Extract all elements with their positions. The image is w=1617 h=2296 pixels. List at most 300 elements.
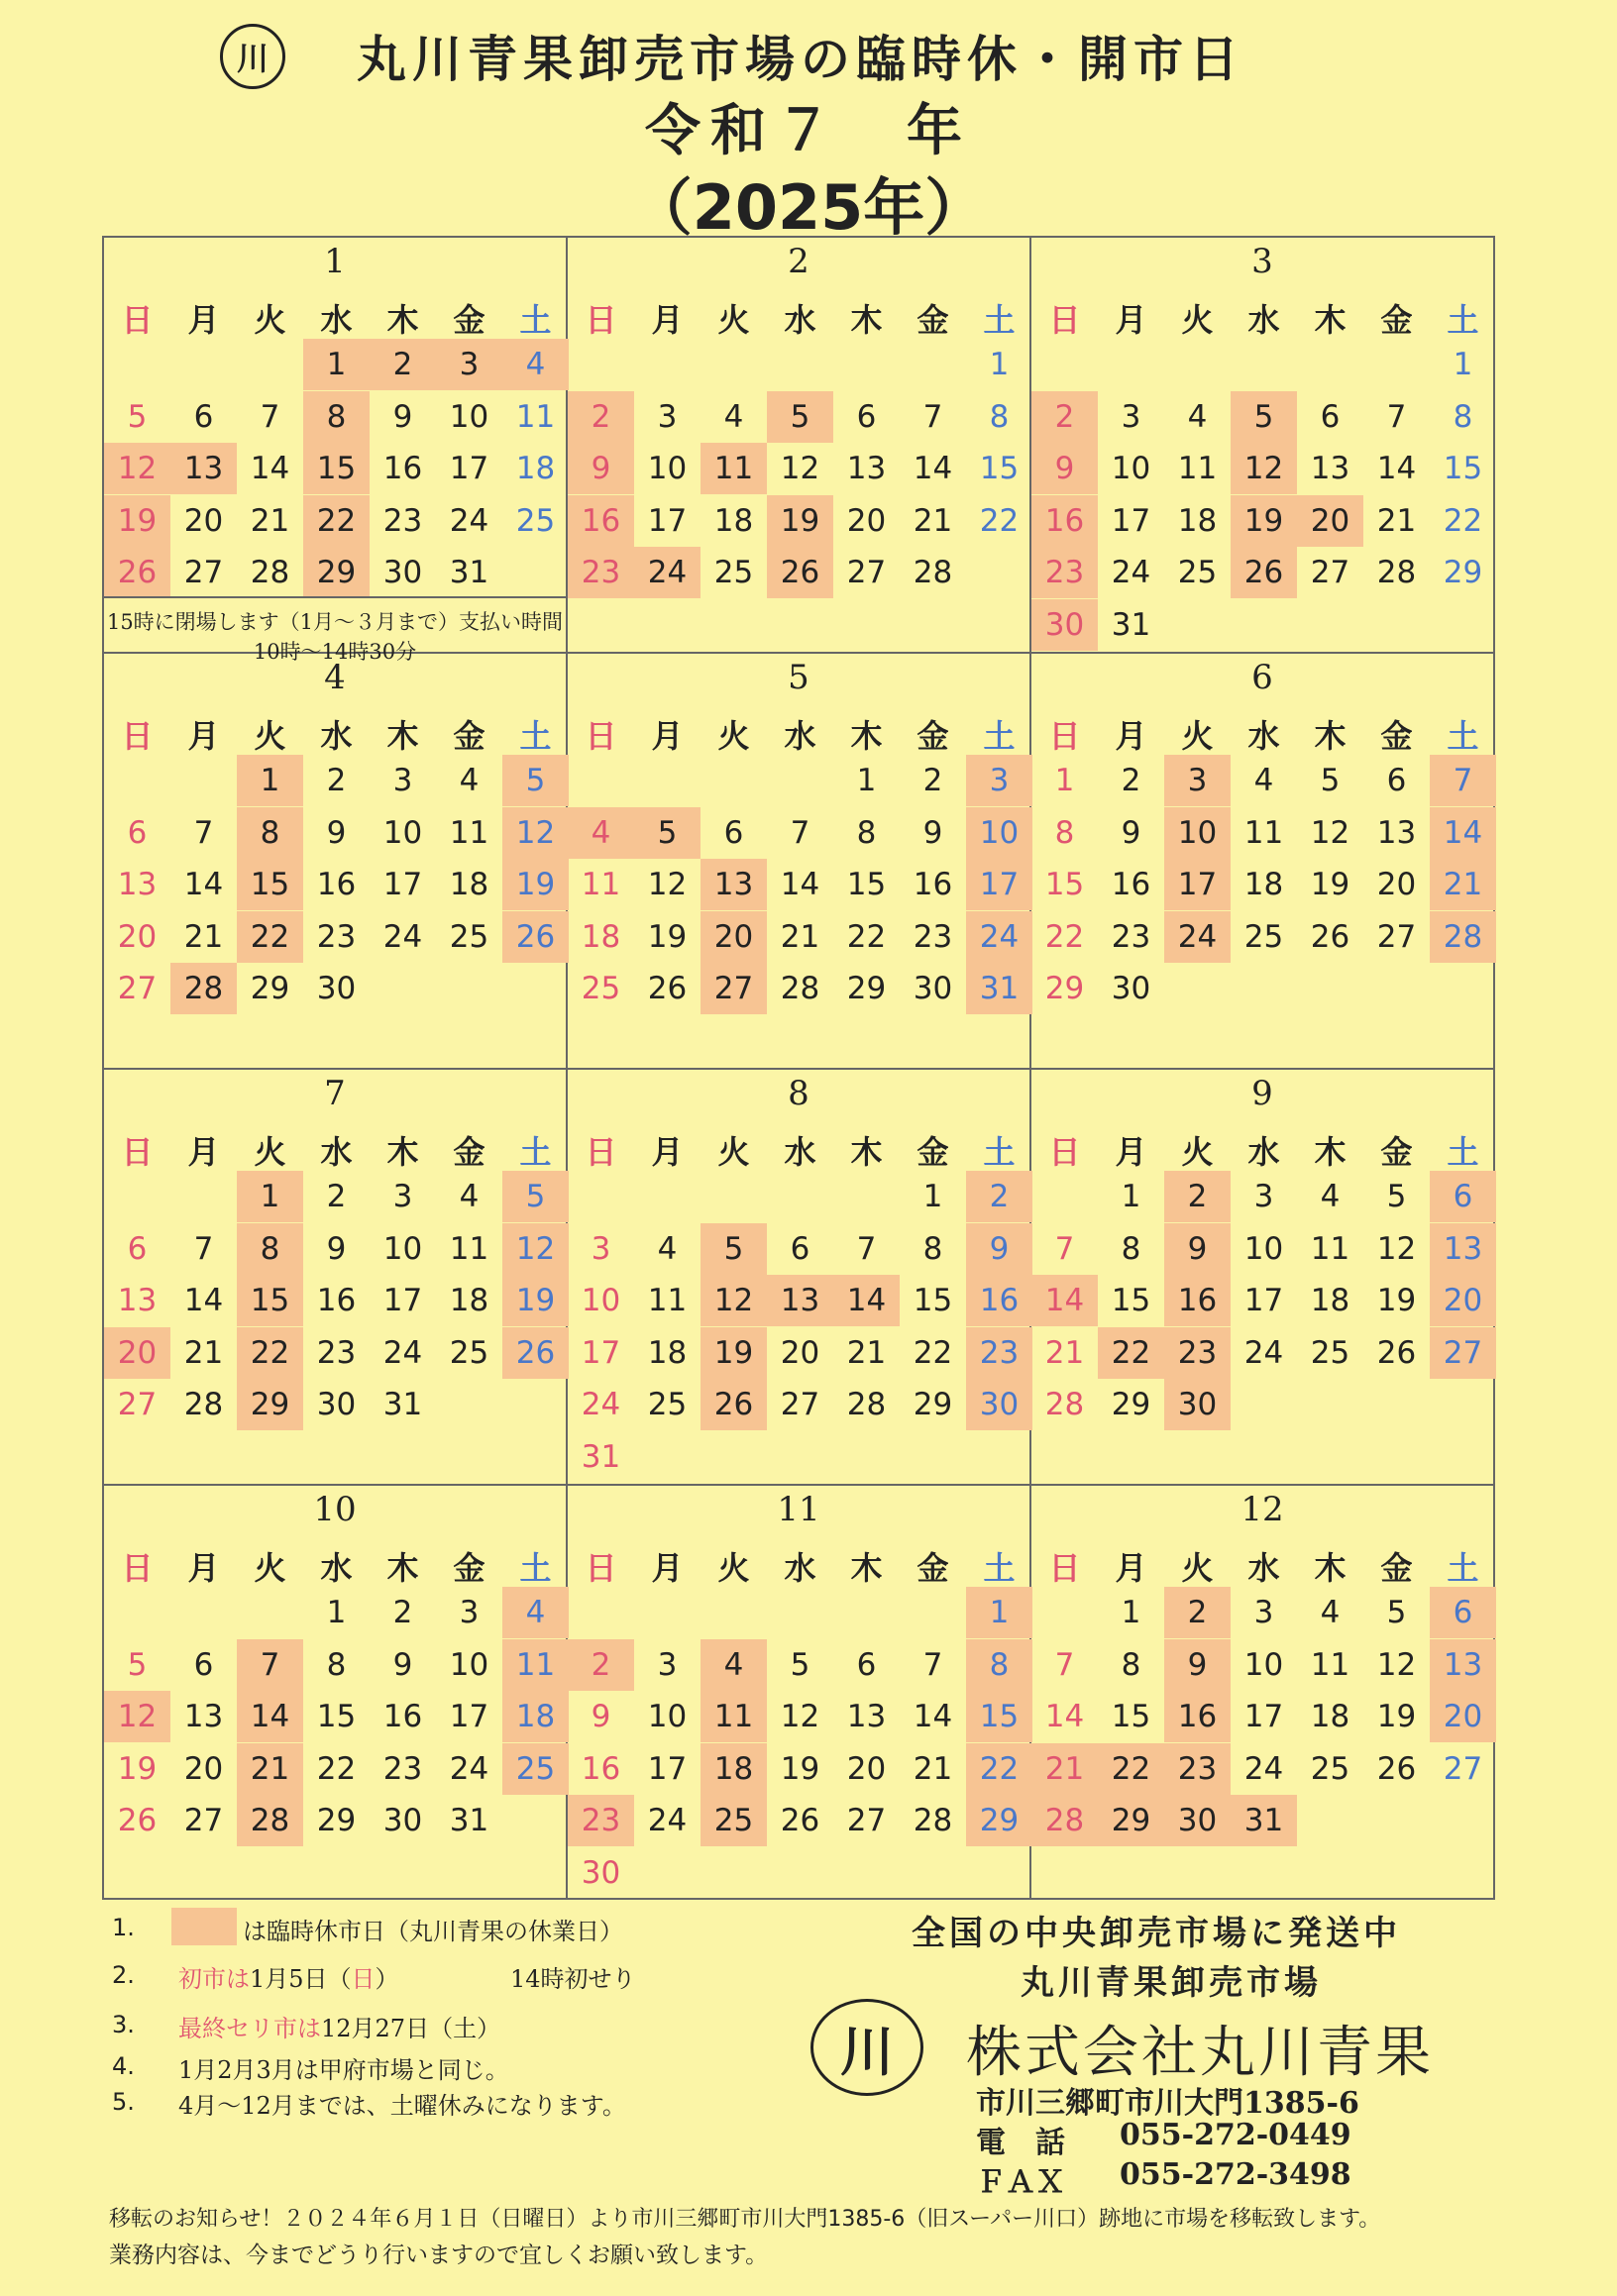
day-cell: 23 xyxy=(1111,918,1151,955)
day-cell: 10 xyxy=(1243,1230,1284,1267)
day-cell: 23 xyxy=(382,502,423,539)
day-cell: 6 xyxy=(1386,763,1407,798)
western-year: （2025年） xyxy=(630,171,987,244)
day-cell: 16 xyxy=(1031,495,1098,547)
day-cell: 23 xyxy=(382,1750,423,1787)
day-cell: 11 xyxy=(515,398,556,435)
day-cell: 21 xyxy=(913,502,953,539)
weekday-header: 土 xyxy=(519,301,552,339)
month-name: 10 xyxy=(313,1490,357,1529)
day-cell: 3 xyxy=(1253,1179,1274,1214)
day-cell: 9 xyxy=(392,1646,413,1683)
day-cell: 8 xyxy=(1121,1230,1141,1267)
day-cell: 16 xyxy=(316,867,357,902)
day-cell: 11 xyxy=(449,1230,489,1267)
weekday-header: 水 xyxy=(320,301,353,339)
day-cell: 2 xyxy=(370,339,436,390)
day-cell: 20 xyxy=(1376,867,1417,902)
weekday-header: 金 xyxy=(1380,1133,1413,1171)
day-cell: 1 xyxy=(856,763,877,798)
day-cell: 11 xyxy=(701,1691,767,1742)
company-name: 株式会社丸川青果 xyxy=(966,2021,1434,2085)
day-cell: 24 xyxy=(581,1387,621,1422)
weekday-header: 日 xyxy=(121,717,154,755)
weekday-header: 水 xyxy=(784,1133,816,1171)
weekday-header: 土 xyxy=(519,717,552,755)
weekday-header: 水 xyxy=(320,717,353,755)
day-cell: 6 xyxy=(1430,1171,1496,1222)
day-cell: 5 xyxy=(127,1646,148,1683)
day-cell: 19 xyxy=(767,495,833,547)
day-cell: 19 xyxy=(1376,1699,1417,1734)
day-cell: 11 xyxy=(647,1283,688,1318)
day-cell: 26 xyxy=(104,547,170,598)
month-name: 8 xyxy=(788,1074,809,1113)
day-cell: 20 xyxy=(846,1750,887,1787)
day-cell: 28 xyxy=(1031,1795,1098,1846)
day-cell: 9 xyxy=(1121,814,1141,851)
day-cell: 30 xyxy=(1164,1379,1231,1430)
day-cell: 18 xyxy=(449,867,489,902)
day-cell: 31 xyxy=(581,1438,621,1475)
day-cell: 6 xyxy=(1320,398,1341,435)
day-cell: 15 xyxy=(966,1691,1032,1742)
day-cell: 10 xyxy=(647,1699,688,1734)
day-cell: 3 xyxy=(966,755,1032,806)
day-cell: 3 xyxy=(657,1646,678,1683)
day-cell: 8 xyxy=(922,1230,943,1267)
day-cell: 10 xyxy=(1164,807,1231,859)
month-name: 4 xyxy=(324,658,346,697)
day-cell: 20 xyxy=(780,1334,820,1371)
day-cell: 21 xyxy=(1031,1743,1098,1795)
day-cell: 12 xyxy=(1376,1646,1417,1683)
day-cell: 26 xyxy=(767,547,833,598)
day-cell: 3 xyxy=(459,1595,480,1630)
day-cell: 24 xyxy=(647,1803,688,1838)
day-cell: 24 xyxy=(1243,1334,1284,1371)
weekday-header: 木 xyxy=(1314,1133,1347,1171)
weekday-header: 月 xyxy=(651,1549,684,1587)
weekday-header: 土 xyxy=(1447,1133,1479,1171)
day-cell: 2 xyxy=(966,1171,1032,1222)
day-cell: 5 xyxy=(502,755,569,806)
day-cell: 2 xyxy=(568,1639,634,1691)
day-cell: 30 xyxy=(913,971,953,1006)
day-cell: 1 xyxy=(326,1595,347,1630)
day-cell: 14 xyxy=(833,1275,900,1326)
day-cell: 26 xyxy=(1231,547,1297,598)
day-cell: 18 xyxy=(502,1691,569,1742)
day-cell: 22 xyxy=(846,918,887,955)
day-cell: 3 xyxy=(657,398,678,435)
day-cell: 19 xyxy=(502,1275,569,1326)
day-cell: 7 xyxy=(922,398,943,435)
day-cell: 24 xyxy=(634,547,701,598)
day-cell: 23 xyxy=(316,918,357,955)
day-cell: 14 xyxy=(183,867,224,902)
weekday-header: 日 xyxy=(1048,1133,1081,1171)
weekday-header: 土 xyxy=(1447,1549,1479,1587)
day-cell: 26 xyxy=(647,971,688,1006)
day-cell: 29 xyxy=(846,971,887,1006)
day-cell: 21 xyxy=(780,918,820,955)
day-cell: 7 xyxy=(1430,755,1496,806)
day-cell: 11 xyxy=(581,867,621,902)
weekday-header: 日 xyxy=(121,1549,154,1587)
weekday-header: 木 xyxy=(850,301,883,339)
day-cell: 14 xyxy=(780,867,820,902)
legend-item-4: 1月2月3月は甲府市場と同じ。 xyxy=(178,2056,509,2084)
day-cell: 19 xyxy=(1310,867,1350,902)
day-cell: 3 xyxy=(591,1230,611,1267)
legend-number: 4. xyxy=(112,2052,135,2080)
legend-item-1: は臨時休市日（丸川青果の休業日） xyxy=(243,1918,623,1945)
day-cell: 22 xyxy=(966,1743,1032,1795)
day-cell: 23 xyxy=(1164,1327,1231,1379)
month-11 xyxy=(568,1486,1031,1898)
weekday-header: 火 xyxy=(254,301,286,339)
day-cell: 20 xyxy=(846,502,887,539)
day-cell: 17 xyxy=(1164,859,1231,910)
month-name: 2 xyxy=(788,242,809,281)
day-cell: 10 xyxy=(1243,1646,1284,1683)
day-cell: 30 xyxy=(316,1387,357,1422)
day-cell: 30 xyxy=(581,1854,621,1891)
day-cell: 25 xyxy=(701,1795,767,1846)
day-cell: 15 xyxy=(237,1275,303,1326)
day-cell: 18 xyxy=(515,451,556,486)
day-cell: 12 xyxy=(104,443,170,494)
day-cell: 2 xyxy=(392,1595,413,1630)
day-cell: 15 xyxy=(1443,451,1483,486)
day-cell: 12 xyxy=(502,807,569,859)
day-cell: 19 xyxy=(1231,495,1297,547)
day-cell: 10 xyxy=(382,814,423,851)
day-cell: 12 xyxy=(780,1699,820,1734)
day-cell: 19 xyxy=(701,1327,767,1379)
day-cell: 4 xyxy=(723,398,744,435)
day-cell: 13 xyxy=(170,443,237,494)
day-cell: 28 xyxy=(913,555,953,590)
day-cell: 25 xyxy=(449,918,489,955)
day-cell: 17 xyxy=(1111,502,1151,539)
day-cell: 1 xyxy=(1054,763,1075,798)
day-cell: 24 xyxy=(382,1334,423,1371)
weekday-header: 月 xyxy=(1115,1133,1147,1171)
tel-number: 055-272-0449 xyxy=(1120,2118,1351,2152)
day-cell: 15 xyxy=(316,1699,357,1734)
day-cell: 24 xyxy=(966,911,1032,963)
day-cell: 18 xyxy=(1177,502,1218,539)
day-cell: 5 xyxy=(1320,763,1341,798)
day-cell: 27 xyxy=(117,971,158,1006)
weekday-header: 土 xyxy=(1447,717,1479,755)
day-cell: 4 xyxy=(502,1587,569,1638)
day-cell: 25 xyxy=(502,1743,569,1795)
day-cell: 23 xyxy=(913,918,953,955)
day-cell: 8 xyxy=(1121,1646,1141,1683)
day-cell: 26 xyxy=(701,1379,767,1430)
day-cell: 10 xyxy=(647,451,688,486)
day-cell: 19 xyxy=(780,1750,820,1787)
day-cell: 17 xyxy=(1243,1283,1284,1318)
day-cell: 13 xyxy=(1376,814,1417,851)
day-cell: 13 xyxy=(117,867,158,902)
day-cell: 29 xyxy=(913,1387,953,1422)
day-cell: 29 xyxy=(237,1379,303,1430)
day-cell: 4 xyxy=(701,1639,767,1691)
day-cell: 16 xyxy=(382,451,423,486)
weekday-header: 金 xyxy=(453,717,485,755)
weekday-header: 水 xyxy=(784,1549,816,1587)
weekday-header: 日 xyxy=(1048,1549,1081,1587)
weekday-header: 金 xyxy=(916,301,949,339)
day-cell: 20 xyxy=(1430,1275,1496,1326)
day-cell: 2 xyxy=(568,391,634,443)
month-1 xyxy=(104,238,585,664)
day-cell: 11 xyxy=(1177,451,1218,486)
weekday-header: 土 xyxy=(519,1549,552,1587)
weekday-header: 金 xyxy=(1380,1549,1413,1587)
day-cell: 7 xyxy=(1054,1230,1075,1267)
day-cell: 29 xyxy=(250,971,290,1006)
month-10 xyxy=(104,1486,568,1898)
day-cell: 31 xyxy=(1111,606,1151,643)
day-cell: 22 xyxy=(1044,918,1085,955)
month-6 xyxy=(1031,654,1493,1070)
day-cell: 30 xyxy=(1111,971,1151,1006)
day-cell: 27 xyxy=(183,555,224,590)
weekday-header: 水 xyxy=(1247,717,1280,755)
day-cell: 6 xyxy=(723,814,744,851)
month-name: 5 xyxy=(788,658,809,697)
day-cell: 7 xyxy=(790,814,810,851)
legend-item-2: 初市は1月5日（日） xyxy=(178,1965,399,1993)
day-cell: 12 xyxy=(1310,814,1350,851)
day-cell: 24 xyxy=(1111,555,1151,590)
day-cell: 26 xyxy=(502,911,569,963)
day-cell: 13 xyxy=(846,451,887,486)
day-cell: 14 xyxy=(183,1283,224,1318)
weekday-header: 日 xyxy=(585,301,617,339)
day-cell: 21 xyxy=(237,1743,303,1795)
day-cell: 3 xyxy=(1121,398,1141,435)
day-cell: 18 xyxy=(449,1283,489,1318)
note-divider xyxy=(104,596,566,598)
day-cell: 29 xyxy=(1098,1795,1164,1846)
day-cell: 14 xyxy=(237,1691,303,1742)
day-cell: 1 xyxy=(1453,347,1473,382)
month-name: 12 xyxy=(1240,1490,1284,1529)
day-cell: 1 xyxy=(1121,1595,1141,1630)
day-cell: 5 xyxy=(790,1646,810,1683)
day-cell: 8 xyxy=(326,1646,347,1683)
weekday-header: 水 xyxy=(320,1549,353,1587)
day-cell: 12 xyxy=(1376,1230,1417,1267)
day-cell: 22 xyxy=(979,502,1020,539)
day-cell: 1 xyxy=(237,1171,303,1222)
calendar-grid xyxy=(102,236,1495,1900)
day-cell: 26 xyxy=(502,1327,569,1379)
day-cell: 16 xyxy=(1164,1275,1231,1326)
weekday-header: 日 xyxy=(1048,301,1081,339)
market-name: 丸川青果卸売市場 xyxy=(1021,1963,1322,2003)
weekday-header: 木 xyxy=(386,717,419,755)
month-3 xyxy=(1031,238,1493,654)
day-cell: 25 xyxy=(647,1387,688,1422)
legend-swatch xyxy=(171,1908,237,1945)
day-cell: 23 xyxy=(568,547,634,598)
day-cell: 8 xyxy=(237,807,303,859)
day-cell: 29 xyxy=(316,1803,357,1838)
day-cell: 17 xyxy=(382,1283,423,1318)
day-cell: 4 xyxy=(459,763,480,798)
day-cell: 6 xyxy=(790,1230,810,1267)
day-cell: 27 xyxy=(1376,918,1417,955)
fax-label: ＦＡＸ xyxy=(976,2165,1065,2200)
weekday-header: 金 xyxy=(1380,717,1413,755)
day-cell: 13 xyxy=(767,1275,833,1326)
day-cell: 19 xyxy=(1376,1283,1417,1318)
weekday-header: 木 xyxy=(386,1549,419,1587)
day-cell: 29 xyxy=(966,1795,1032,1846)
day-cell: 5 xyxy=(634,807,701,859)
day-cell: 10 xyxy=(1111,451,1151,486)
day-cell: 21 xyxy=(183,1334,224,1371)
weekday-header: 火 xyxy=(1181,301,1214,339)
day-cell: 9 xyxy=(922,814,943,851)
day-cell: 24 xyxy=(1164,911,1231,963)
day-cell: 31 xyxy=(382,1387,423,1422)
weekday-header: 火 xyxy=(254,717,286,755)
day-cell: 24 xyxy=(449,502,489,539)
day-cell: 15 xyxy=(1044,867,1085,902)
relocation-notice: 移転のお知らせ！２０２４年６月１日（日曜日）より市川三郷町市川大門1385-6（旧スーパー川口）跡地に市場を移転致します。 xyxy=(109,2207,1381,2232)
day-cell: 9 xyxy=(966,1223,1032,1275)
month-name: 11 xyxy=(777,1490,820,1529)
day-cell: 20 xyxy=(701,911,767,963)
day-cell: 17 xyxy=(1243,1699,1284,1734)
day-cell: 3 xyxy=(1253,1595,1274,1630)
day-cell: 27 xyxy=(846,1803,887,1838)
day-cell: 5 xyxy=(1386,1595,1407,1630)
company-address: 市川三郷町市川大門1385-6 xyxy=(976,2086,1359,2121)
day-cell: 21 xyxy=(250,502,290,539)
day-cell: 6 xyxy=(193,1646,214,1683)
day-cell: 2 xyxy=(1164,1171,1231,1222)
day-cell: 25 xyxy=(1310,1334,1350,1371)
day-cell: 8 xyxy=(989,398,1010,435)
day-cell: 31 xyxy=(1231,1795,1297,1846)
day-cell: 3 xyxy=(436,339,502,390)
weekday-header: 水 xyxy=(1247,1549,1280,1587)
day-cell: 6 xyxy=(856,398,877,435)
weekday-header: 金 xyxy=(916,1133,949,1171)
month-7 xyxy=(104,1070,568,1486)
day-cell: 25 xyxy=(1177,555,1218,590)
day-cell: 26 xyxy=(1376,1750,1417,1787)
day-cell: 4 xyxy=(1320,1179,1341,1214)
day-cell: 28 xyxy=(250,555,290,590)
day-cell: 10 xyxy=(449,398,489,435)
day-cell: 22 xyxy=(237,1327,303,1379)
day-cell: 22 xyxy=(303,495,370,547)
day-cell: 22 xyxy=(1098,1743,1164,1795)
weekday-header: 月 xyxy=(187,1133,220,1171)
day-cell: 8 xyxy=(856,814,877,851)
day-cell: 8 xyxy=(966,1639,1032,1691)
month-name: 9 xyxy=(1251,1074,1273,1113)
day-cell: 27 xyxy=(1443,1750,1483,1787)
day-cell: 25 xyxy=(515,502,556,539)
day-cell: 4 xyxy=(1253,763,1274,798)
fax-number: 055-272-3498 xyxy=(1120,2157,1351,2192)
business-notice: 業務内容は、今までどうり行いますので宜しくお願い致します。 xyxy=(109,2243,769,2268)
day-cell: 24 xyxy=(1243,1750,1284,1787)
day-cell: 17 xyxy=(647,1750,688,1787)
month-name: 3 xyxy=(1251,242,1273,281)
day-cell: 18 xyxy=(713,502,754,539)
day-cell: 28 xyxy=(1376,555,1417,590)
weekday-header: 火 xyxy=(717,1549,750,1587)
day-cell: 5 xyxy=(1231,391,1297,443)
day-cell: 4 xyxy=(1187,398,1208,435)
day-cell: 8 xyxy=(237,1223,303,1275)
day-cell: 27 xyxy=(780,1387,820,1422)
day-cell: 28 xyxy=(780,971,820,1006)
day-cell: 12 xyxy=(502,1223,569,1275)
weekday-header: 月 xyxy=(651,1133,684,1171)
day-cell: 4 xyxy=(502,339,569,390)
day-cell: 29 xyxy=(1111,1387,1151,1422)
day-cell: 7 xyxy=(1054,1646,1075,1683)
day-cell: 14 xyxy=(1376,451,1417,486)
weekday-header: 月 xyxy=(1115,717,1147,755)
day-cell: 19 xyxy=(647,918,688,955)
weekday-header: 木 xyxy=(1314,301,1347,339)
day-cell: 7 xyxy=(1386,398,1407,435)
weekday-header: 日 xyxy=(585,1133,617,1171)
weekday-header: 日 xyxy=(121,1133,154,1171)
day-cell: 15 xyxy=(1111,1283,1151,1318)
day-cell: 5 xyxy=(767,391,833,443)
day-cell: 20 xyxy=(183,1750,224,1787)
legend-number: 1. xyxy=(112,1914,135,1941)
day-cell: 31 xyxy=(449,555,489,590)
day-cell: 2 xyxy=(1164,1587,1231,1638)
day-cell: 14 xyxy=(1031,1275,1098,1326)
day-cell: 12 xyxy=(780,451,820,486)
day-cell: 15 xyxy=(303,443,370,494)
weekday-header: 木 xyxy=(850,717,883,755)
month-2 xyxy=(568,238,1031,654)
weekday-header: 火 xyxy=(717,301,750,339)
day-cell: 14 xyxy=(913,1699,953,1734)
day-cell: 7 xyxy=(260,398,280,435)
day-cell: 1 xyxy=(989,347,1010,382)
day-cell: 30 xyxy=(1164,1795,1231,1846)
month-12 xyxy=(1031,1486,1493,1898)
month-5 xyxy=(568,654,1031,1070)
day-cell: 15 xyxy=(913,1283,953,1318)
day-cell: 2 xyxy=(1031,391,1098,443)
day-cell: 16 xyxy=(316,1283,357,1318)
day-cell: 11 xyxy=(449,814,489,851)
day-cell: 22 xyxy=(1443,502,1483,539)
day-cell: 23 xyxy=(1031,547,1098,598)
day-cell: 9 xyxy=(591,1699,611,1734)
